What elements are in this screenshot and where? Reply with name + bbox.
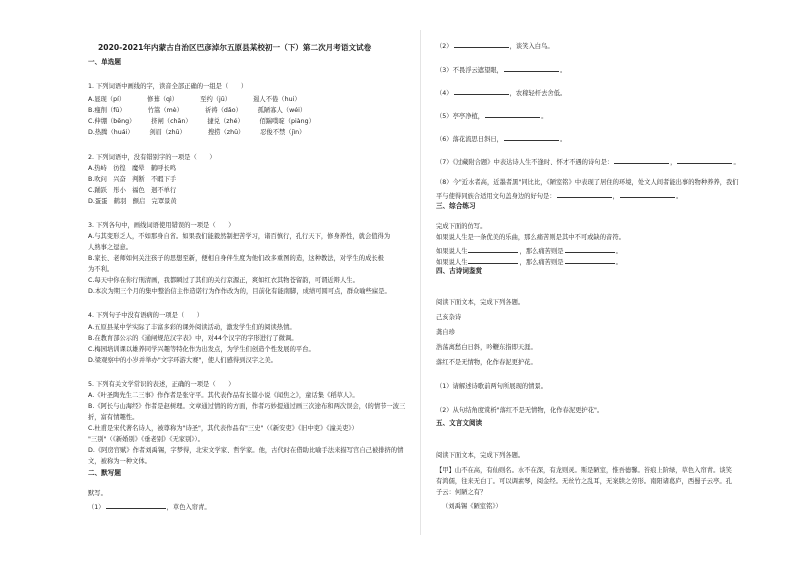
- answer-blank[interactable]: [468, 257, 518, 264]
- classical-instruction: 阅读下面文本，完成下列各题。: [436, 452, 525, 459]
- poem-line-2: 落红不是无情物，化作春泥更护花。: [436, 359, 537, 366]
- imitation-prompt: 完成下面的仿写。: [436, 223, 487, 230]
- q2-option-a: A.热峙 彷徨 魔晕 鹤呼长鸣: [88, 165, 177, 172]
- q4-option-b: B.在教育部公示的《通闸规范汉字表》中，对44个汉字的字形进行了微调。: [88, 335, 298, 342]
- q5-option-c-line2: "三别"（《新婚别》《垂老别》《无家别》）。: [88, 436, 204, 443]
- q3-option-b-line2: 为不利。: [88, 266, 114, 273]
- dictation-item-7: （7）《过藏附合题》中表达诗人生不逢时、怀才不遇的诗句是： ， 。: [436, 159, 740, 166]
- q3-stem: 3. 下列各句中，画线词语使用错误的一项是（ ）: [88, 222, 235, 229]
- section-comprehensive: 三、综合练习: [436, 202, 476, 210]
- poetry-question-1: （1）请解述诗歌前两句所展现的情景。: [436, 383, 548, 390]
- answer-blank[interactable]: [454, 88, 509, 95]
- dictation-item-8-line1: （8）今"近水者高，近墨者黑"同比比，《陋室铭》中表现了居住的环境，处文人间者能出事的物种养养，我们: [436, 179, 739, 186]
- dictation-item-1: （1） ，草色入帘青。: [88, 504, 211, 511]
- dictation-item-8-line2: 平与使得同族合适用文句盖身边的好句是： ， 。: [436, 193, 683, 200]
- answer-blank[interactable]: [454, 41, 509, 48]
- q3-option-c: C.每天中你在你行刑清画，我都瞬过了其们的关行京源正，爽如红衣其物苍留韵，可谓近辩人生。: [88, 277, 359, 284]
- q4-option-c: C.梅园培训课以雄养同学兴趣等特化作为出发点，为学生们创造个性发展的平台。: [88, 346, 315, 353]
- answer-blank[interactable]: [614, 157, 669, 164]
- section-classical: 五、文言文阅读: [436, 419, 483, 427]
- answer-blank[interactable]: [504, 134, 559, 141]
- dictation-item-4: （4） ，农稼轻杆去舍低。: [436, 90, 567, 97]
- exam-title: 2020-2021年内蒙古自治区巴彦淖尔五原县某校初一（下）第二次月考语文试卷: [98, 43, 372, 52]
- q4-stem: 4. 下列句子中没有语病的一项是（ ）: [88, 312, 204, 319]
- answer-blank[interactable]: [565, 246, 615, 253]
- q5-option-d-line1: D.《阿房官赋》作者刘禹锡，字梦得，北宋文学家、哲学家。他，古代时在借助比喻手法来描写宫自己被排挤的情: [88, 447, 404, 454]
- poetry-question-2: （2）从句结角度赏析"落红不是无情物，化作春泥更护花"。: [436, 407, 604, 414]
- q2-option-c: C.踊跃 彤小 福色 迥不单行: [88, 187, 177, 194]
- q4-option-d: D.梁观察中的小岁并举办"文字环游大赛"，使人们感得到汉字之美。: [88, 357, 277, 364]
- poem-title: 己亥杂诗: [436, 314, 462, 321]
- q3-option-a-line1: A.与其变形乏人，不如那身自省。如果我们能毅然制把苦学习，诸百慎行，孔行天下，修身养性，就会值得为: [88, 233, 391, 240]
- q1-option-b: B.瘦削（fū） 竹篙（mè） 祈祷（dǎo） 孤陋寡人（wéi）: [88, 107, 307, 114]
- page-divider: [420, 30, 421, 535]
- q5-option-c-line1: C.杜甫是宋代著名诗人，被尊称为"诗圣"，其代表作品有"三史"（《新安吏》《旧中吏》《潼关吏》）: [88, 425, 358, 432]
- section-poetry: 四、古诗词鉴赏: [436, 267, 483, 275]
- imitation-example: 如果说人生是一条优美的乐曲，那么痛苦则是其中不可或缺的音符。: [436, 234, 625, 241]
- section-dictation: 二、默写题: [88, 469, 121, 477]
- q1-option-c: C.伸绷（bēng） 挤闸（chān） 捷兑（zhé） 佰踹噗啶（piàng）: [88, 118, 315, 125]
- answer-blank[interactable]: [677, 157, 732, 164]
- q5-option-b-line2: 折，富有情趣性。: [88, 414, 139, 421]
- answer-blank[interactable]: [565, 257, 615, 264]
- q5-stem: 5. 下列有关文学常识的表述，正确的一项是（ ）: [88, 381, 235, 388]
- answer-blank[interactable]: [557, 191, 612, 198]
- q1-stem: 1. 下列词语中画线的字，读音全部正确的一组是（ ）: [88, 83, 248, 90]
- imitation-line-1: 如果说人生 ，那么痛苦则是 。: [436, 248, 622, 255]
- poem-line-1: 浩荡离愁白日斜，吟鞭东指即天涯。: [436, 344, 537, 351]
- q2-option-d: D.蛋蛋 鹤羽 颤启 完罩景黄: [88, 198, 177, 205]
- passage-line-2: 有鸿儒，往来无白丁。可以调素琴，阅金经。无丝竹之乱耳，无案牍之劳形。南阳诸葛庐，西蜀子云亭。孔: [436, 478, 732, 485]
- q5-option-d-line2: 文，被称为一种文体。: [88, 458, 151, 465]
- q5-option-a: A.《叶圣陶先生二三事》作作者是张守平。其代表作品有长篇小说《闻焦之》，童话集《稻草人》。: [88, 392, 359, 399]
- q2-stem: 2. 下列词语中，没有错别字的一项是（ ）: [88, 154, 216, 161]
- answer-blank[interactable]: [620, 191, 675, 198]
- passage-line-1: 【甲】山不在高，有仙则名。水不在深，有龙则灵。斯是陋室，惟吾德馨。苔痕上阶绿，草色入帘青。谈笑: [436, 467, 732, 474]
- answer-blank[interactable]: [485, 111, 540, 118]
- imitation-line-2: 如果说人生 ，那么痛苦则是 。: [436, 259, 622, 266]
- q3-option-a-line2: 人熟事之逗意。: [88, 244, 133, 251]
- dictation-instruction: 默写。: [88, 490, 107, 497]
- answer-blank[interactable]: [468, 246, 518, 253]
- q5-option-b-line1: B.《阿长与山海经》作者是赵树理。文章通过情的的方面，作者巧妙提通过画三次途布和两次误会，(的情节一波三: [88, 403, 406, 410]
- answer-blank[interactable]: [106, 502, 166, 509]
- dictation-item-6: （6）落花流思日斜日， 。: [436, 136, 567, 143]
- poetry-instruction: 阅读下面文本，完成下列各题。: [436, 299, 525, 306]
- q1-option-d: D.热腾（huái） 剑眉（zhū） 搜捞（zhū） 忍俊不禁（jìn）: [88, 129, 306, 136]
- q4-option-a: A.五原县某中学实际了丰富多彩的课外阅读活动，激发学生们的阅读热情。: [88, 324, 296, 331]
- dictation-item-5: （5）亭亭净植， 。: [436, 113, 548, 120]
- q3-option-d: D.本次为期三个月的集中整治信主作造诺行为作作改为的，目前化有能南脚，成绩可圆可点，群众喻些寐是。: [88, 288, 391, 295]
- answer-blank[interactable]: [504, 65, 559, 72]
- section-single-choice: 一、单选题: [88, 58, 121, 66]
- dictation-item-3: （3）不畏浮云遮望眼， 。: [436, 67, 567, 74]
- dictation-item-2: （2） ，谈笑入白鸟。: [436, 43, 554, 50]
- q3-option-b-line1: B.家长、老师如何关注孩子的思想至新，便相自身伴生度为他们改多重图的造，这种教法，对学生的成长极: [88, 255, 384, 262]
- passage-source: （刘禹锡《陋室铭》）: [442, 503, 502, 510]
- q2-option-b: B.吹问 兴奋 判断 不暇下手: [88, 176, 177, 183]
- passage-line-3: 子云：何陋之有？: [436, 489, 487, 496]
- q1-option-a: A.显现（pí） 修葺（qì） 至约（jū） 遏人不倦（hui）: [88, 96, 301, 103]
- poem-author: 龚自珍: [436, 329, 455, 336]
